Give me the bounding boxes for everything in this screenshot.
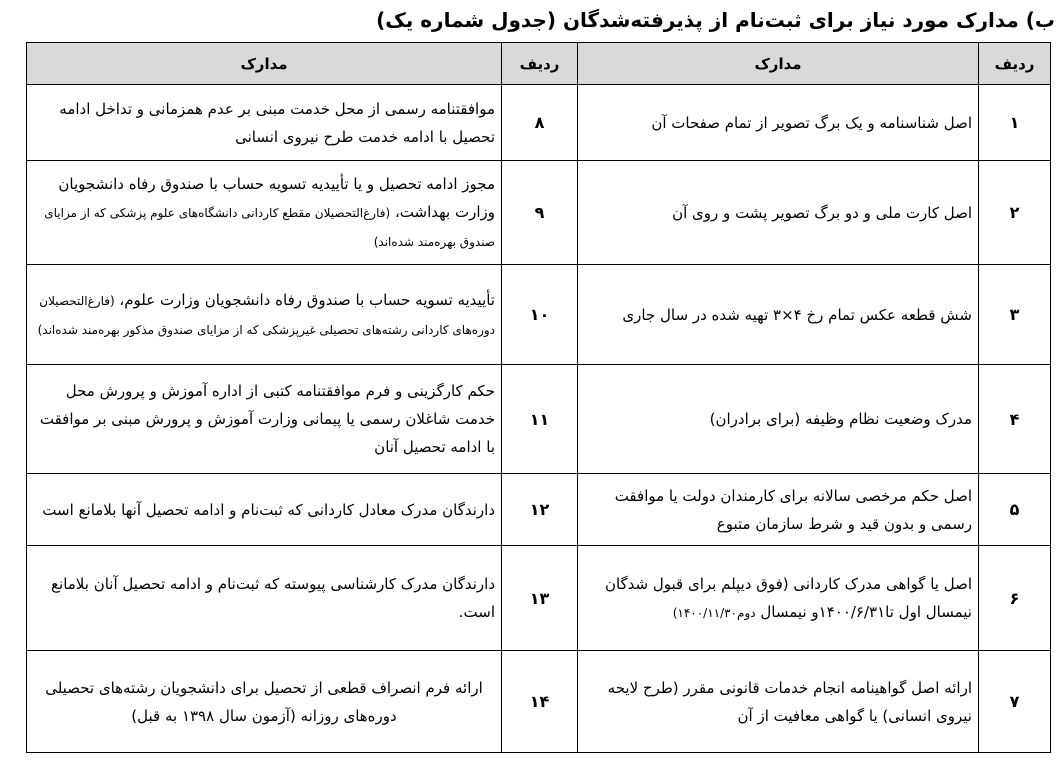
row-number: ۶: [979, 546, 1051, 651]
row-number: ۵: [979, 474, 1051, 546]
row-number: ۳: [979, 265, 1051, 365]
document-item: [27, 161, 502, 265]
table-row: [27, 365, 1051, 474]
document-item-text: اصل یا گواهی مدرک کاردانی (فوق دیپلم برای قبول شدگان نیمسال اول تا۱۴۰۰/۶/۳۱و نیمسال: [604, 574, 972, 621]
document-item: [27, 265, 502, 365]
header-row-no: ردیف: [502, 43, 578, 85]
table-row: [27, 651, 1051, 753]
row-number: ۴: [979, 365, 1051, 474]
row-number: ۱۱: [502, 365, 578, 474]
documents-table: [26, 42, 1051, 753]
row-number: ۱۳: [502, 546, 578, 651]
row-number: ۲: [979, 161, 1051, 265]
table-header-row: [27, 43, 1051, 85]
row-number: ۱۲: [502, 474, 578, 546]
document-item: اصل کارت ملی و دو برگ تصویر پشت و روی آن: [578, 161, 979, 265]
row-number: ۱۰: [502, 265, 578, 365]
document-item-note: دوم۱۴۰۰/۱۱/۳۰): [672, 605, 756, 620]
table-row: [27, 265, 1051, 365]
document-item-text: مجوز ادامه تحصیل و یا تأییدیه تسویه حساب با صندوق رفاه دانشجویان وزارت بهداشت،: [58, 174, 495, 221]
section-title: ب) مدارک مورد نیاز برای ثبت‌نام از پذیرفته‌شدگان (جدول شماره یک): [376, 8, 1055, 32]
document-item: شش قطعه عکس تمام رخ ۴×۳ تهیه شده در سال جاری: [578, 265, 979, 365]
document-item: موافقتنامه رسمی از محل خدمت مبنی بر عدم همزمانی و تداخل ادامه تحصیل با ادامه خدمت طرح نیروی انسانی: [27, 85, 502, 161]
header-row-no: ردیف: [979, 43, 1051, 85]
row-number: ۱: [979, 85, 1051, 161]
document-item: اصل شناسنامه و یک برگ تصویر از تمام صفحات آن: [578, 85, 979, 161]
document-item: دارندگان مدرک کارشناسی پیوسته که ثبت‌نام و ادامه تحصیل آنان بلامانع است.: [27, 546, 502, 651]
document-item: حکم کارگزینی و فرم موافقتنامه کتبی از اداره آموزش و پرورش محل خدمت شاغلان رسمی یا پیمانی وزارت آموزش و پرورش مبنی بر موافقت با ادامه تحصیل آنان: [27, 365, 502, 474]
document-item: دارندگان مدرک معادل کاردانی که ثبت‌نام و ادامه تحصیل آنها بلامانع است: [27, 474, 502, 546]
row-number: ۱۴: [502, 651, 578, 753]
document-item: مدرک وضعیت نظام وظیفه (برای برادران): [578, 365, 979, 474]
document-item: ارائه فرم انصراف قطعی از تحصیل برای دانشجویان رشته‌های تحصیلی دوره‌های روزانه (آزمون سال ۱۳۹۸ به قبل): [27, 651, 502, 753]
table-row: [27, 161, 1051, 265]
document-item-text: تأییدیه تسویه حساب با صندوق رفاه دانشجویان وزارت علوم،: [119, 290, 495, 309]
row-number: ۷: [979, 651, 1051, 753]
document-item: اصل حکم مرخصی سالانه برای کارمندان دولت یا موافقت رسمی و بدون قید و شرط سازمان متبوع: [578, 474, 979, 546]
document-item-note: (فارغ‌التحصیلان دوره‌های کاردانی رشته‌های تحصیلی غیرپزشکی که از مزایای صندوق مذکور بهره‌مند شده‌اند): [37, 293, 495, 337]
table-row: [27, 546, 1051, 651]
table-row: [27, 474, 1051, 546]
row-number: ۹: [502, 161, 578, 265]
header-documents: مدارک: [27, 43, 502, 85]
document-item: ارائه اصل گواهینامه انجام خدمات قانونی مقرر (طرح لایحه نیروی انسانی) یا گواهی معافیت از آن: [578, 651, 979, 753]
header-documents: مدارک: [578, 43, 979, 85]
document-item-note: (فارغ‌التحصیلان مقطع کاردانی دانشگاه‌های علوم پزشکی که از مزایای صندوق بهره‌مند شده‌اند): [44, 205, 495, 249]
document-item: [578, 546, 979, 651]
row-number: ۸: [502, 85, 578, 161]
table-row: [27, 85, 1051, 161]
